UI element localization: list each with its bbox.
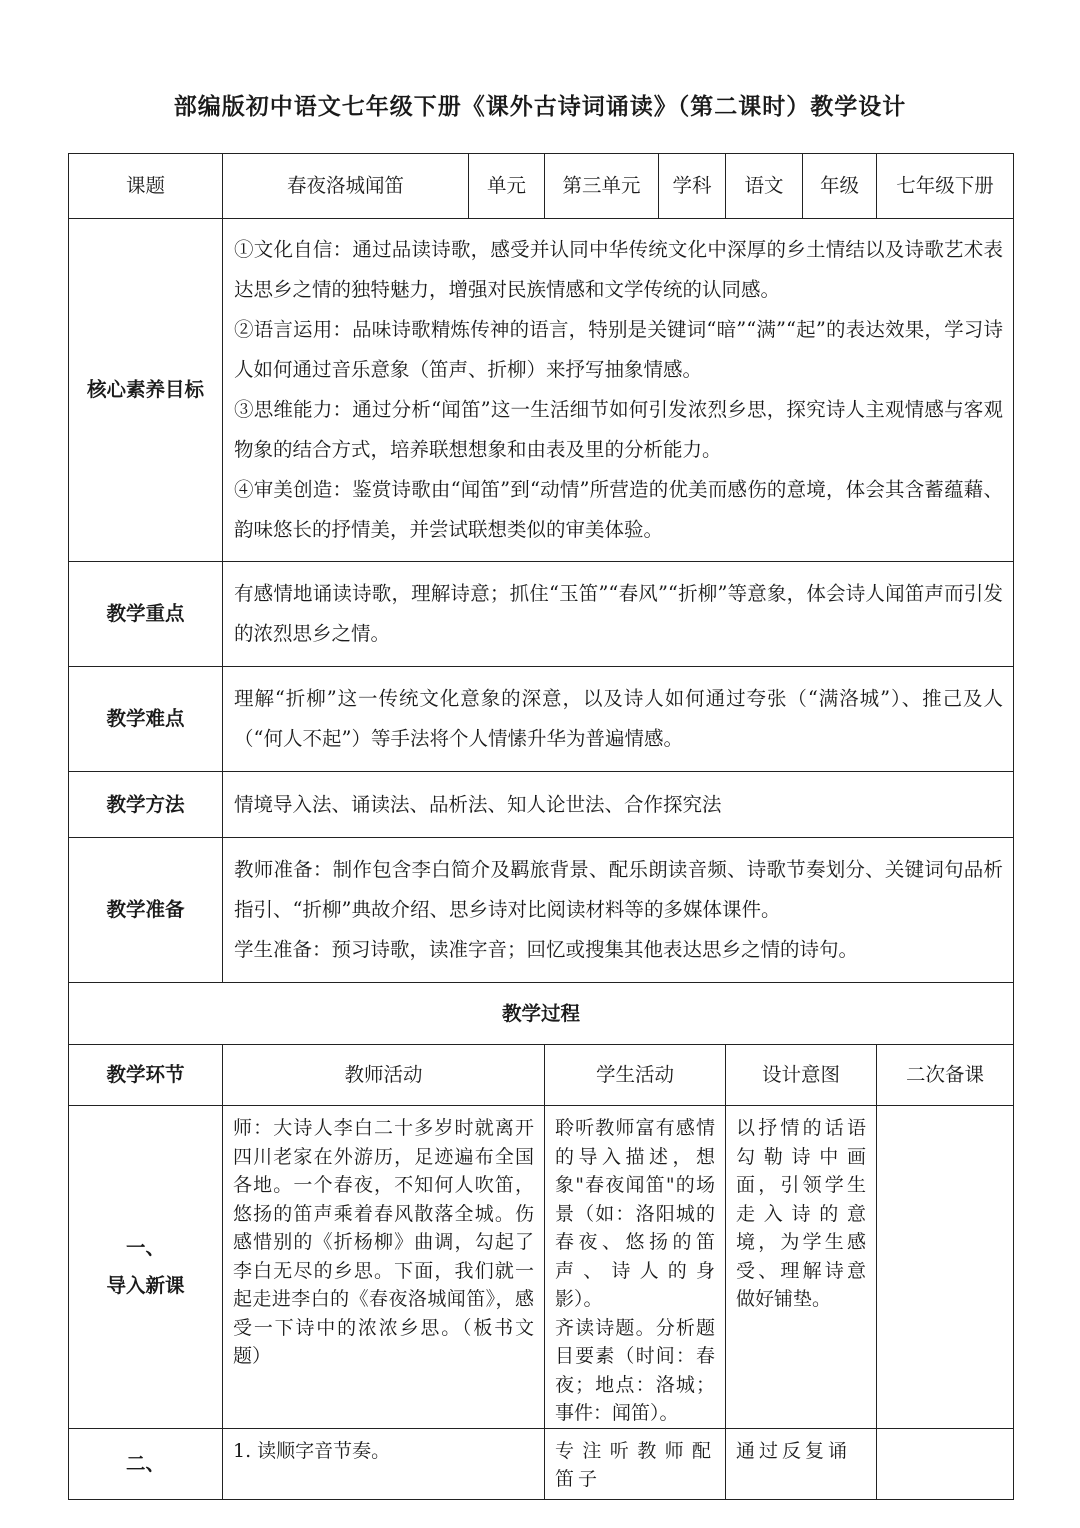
difficulties-text: 理解“折柳”这一传统文化意象的深意，以及诗人如何通过夸张（“满洛城”）、推己及人（“何人不起”）等手法将个人情愫升华为普遍情感。 <box>223 667 1014 772</box>
topic-label: 课题 <box>69 154 223 219</box>
header-design-intent: 设计意图 <box>726 1045 877 1106</box>
key-points-label: 教学重点 <box>69 562 223 667</box>
subject-value: 语文 <box>726 154 803 219</box>
teacher-activity: 师：大诗人李白二十多岁时就离开四川老家在外游历，足迹遍布全国各地。一个春夜，不知何人吹笛，悠扬的笛声乘着春风散落全城。伤感惜别的《折杨柳》曲调，勾起了李白无尽的乡思。下面，我们就一起走进李白的《春夜洛城闻笛》，感受一下诗中的浓浓乡思。（板书文题） <box>223 1106 545 1429</box>
preparation-row <box>69 838 1014 983</box>
key-points-text: 有感情地诵读诗歌，理解诗意；抓住“玉笛”“春风”“折柳”等意象，体会诗人闻笛声而引发的浓烈思乡之情。 <box>223 562 1014 667</box>
stage-number: 一、 <box>125 1235 165 1259</box>
student-activity: 专注听教师配笛子 <box>545 1428 726 1499</box>
header-teacher-activity: 教师活动 <box>223 1045 545 1106</box>
stage-name <box>69 1106 223 1429</box>
stage-number: 二、 <box>69 1428 223 1499</box>
process-header-row <box>69 1045 1014 1106</box>
grade-label: 年级 <box>803 154 877 219</box>
topic-value: 春夜洛城闻笛 <box>223 154 469 219</box>
student-activity-item: 齐读诗题。分析题目要素（时间：春夜；地点：洛城；事件：闻笛）。 <box>555 1316 715 1424</box>
stage-row <box>69 1106 1014 1429</box>
header-revision: 二次备课 <box>877 1045 1014 1106</box>
preparation-label: 教学准备 <box>69 838 223 983</box>
goal-item: ③思维能力：通过分析“闻笛”这一生活细节如何引发浓烈乡思，探究诗人主观情感与客观物象的结合方式，培养联想想象和由表及里的分析能力。 <box>234 398 1003 461</box>
header-stage: 教学环节 <box>69 1045 223 1106</box>
methods-text: 情境导入法、诵读法、品析法、知人论世法、合作探究法 <box>223 772 1014 838</box>
revision-notes <box>877 1428 1014 1499</box>
grade-value: 七年级下册 <box>877 154 1014 219</box>
goals-content <box>223 219 1014 562</box>
difficulties-label: 教学难点 <box>69 667 223 772</box>
goal-item: ②语言运用：品味诗歌精炼传神的语言，特别是关键词“暗”“满”“起”的表达效果，学习诗人如何通过音乐意象（笛声、折柳）来抒写抽象情感。 <box>234 318 1003 381</box>
process-title: 教学过程 <box>69 983 1014 1045</box>
design-intent: 通过反复诵 <box>726 1428 877 1499</box>
student-preparation: 学生准备：预习诗歌，读准字音；回忆或搜集其他表达思乡之情的诗句。 <box>234 938 859 961</box>
stage-row <box>69 1428 1014 1499</box>
header-student-activity: 学生活动 <box>545 1045 726 1106</box>
stage-title: 导入新课 <box>106 1273 185 1297</box>
student-activity-item: 聆听教师富有感情的导入描述，想象"春夜闻笛"的场景（如：洛阳城的春夜、悠扬的笛声、诗人的身影）。 <box>555 1117 715 1310</box>
difficulties-row <box>69 667 1014 772</box>
design-intent: 以抒情的话语勾勒诗中画面，引领学生走入诗的意境，为学生感受、理解诗意做好铺垫。 <box>726 1106 877 1429</box>
teacher-activity: 1. 读顺字音节奏。 <box>223 1428 545 1499</box>
process-title-row <box>69 983 1014 1045</box>
unit-value: 第三单元 <box>545 154 659 219</box>
page-title: 部编版初中语文七年级下册《课外古诗词诵读》（第二课时）教学设计 <box>173 93 907 120</box>
info-row <box>69 154 1014 219</box>
student-activity <box>545 1106 726 1429</box>
revision-notes <box>877 1106 1014 1429</box>
teacher-preparation: 教师准备：制作包含李白简介及羁旅背景、配乐朗读音频、诗歌节奏划分、关键词句品析指引、“折柳”典故介绍、思乡诗对比阅读材料等的多媒体课件。 <box>234 858 1003 921</box>
goal-item: ④审美创造：鉴赏诗歌由“闻笛”到“动情”所营造的优美而感伤的意境，体会其含蓄蕴藉、韵味悠长的抒情美，并尝试联想类似的审美体验。 <box>234 478 1003 541</box>
methods-label: 教学方法 <box>69 772 223 838</box>
preparation-content <box>223 838 1014 983</box>
subject-label: 学科 <box>659 154 726 219</box>
unit-label: 单元 <box>469 154 545 219</box>
goals-label: 核心素养目标 <box>69 219 223 562</box>
goal-item: ①文化自信：通过品读诗歌，感受并认同中华传统文化中深厚的乡土情结以及诗歌艺术表达思乡之情的独特魅力，增强对民族情感和文学传统的认同感。 <box>234 238 1003 301</box>
lesson-plan-table <box>68 153 1014 1500</box>
methods-row <box>69 772 1014 838</box>
goals-row <box>69 219 1014 562</box>
key-points-row <box>69 562 1014 667</box>
